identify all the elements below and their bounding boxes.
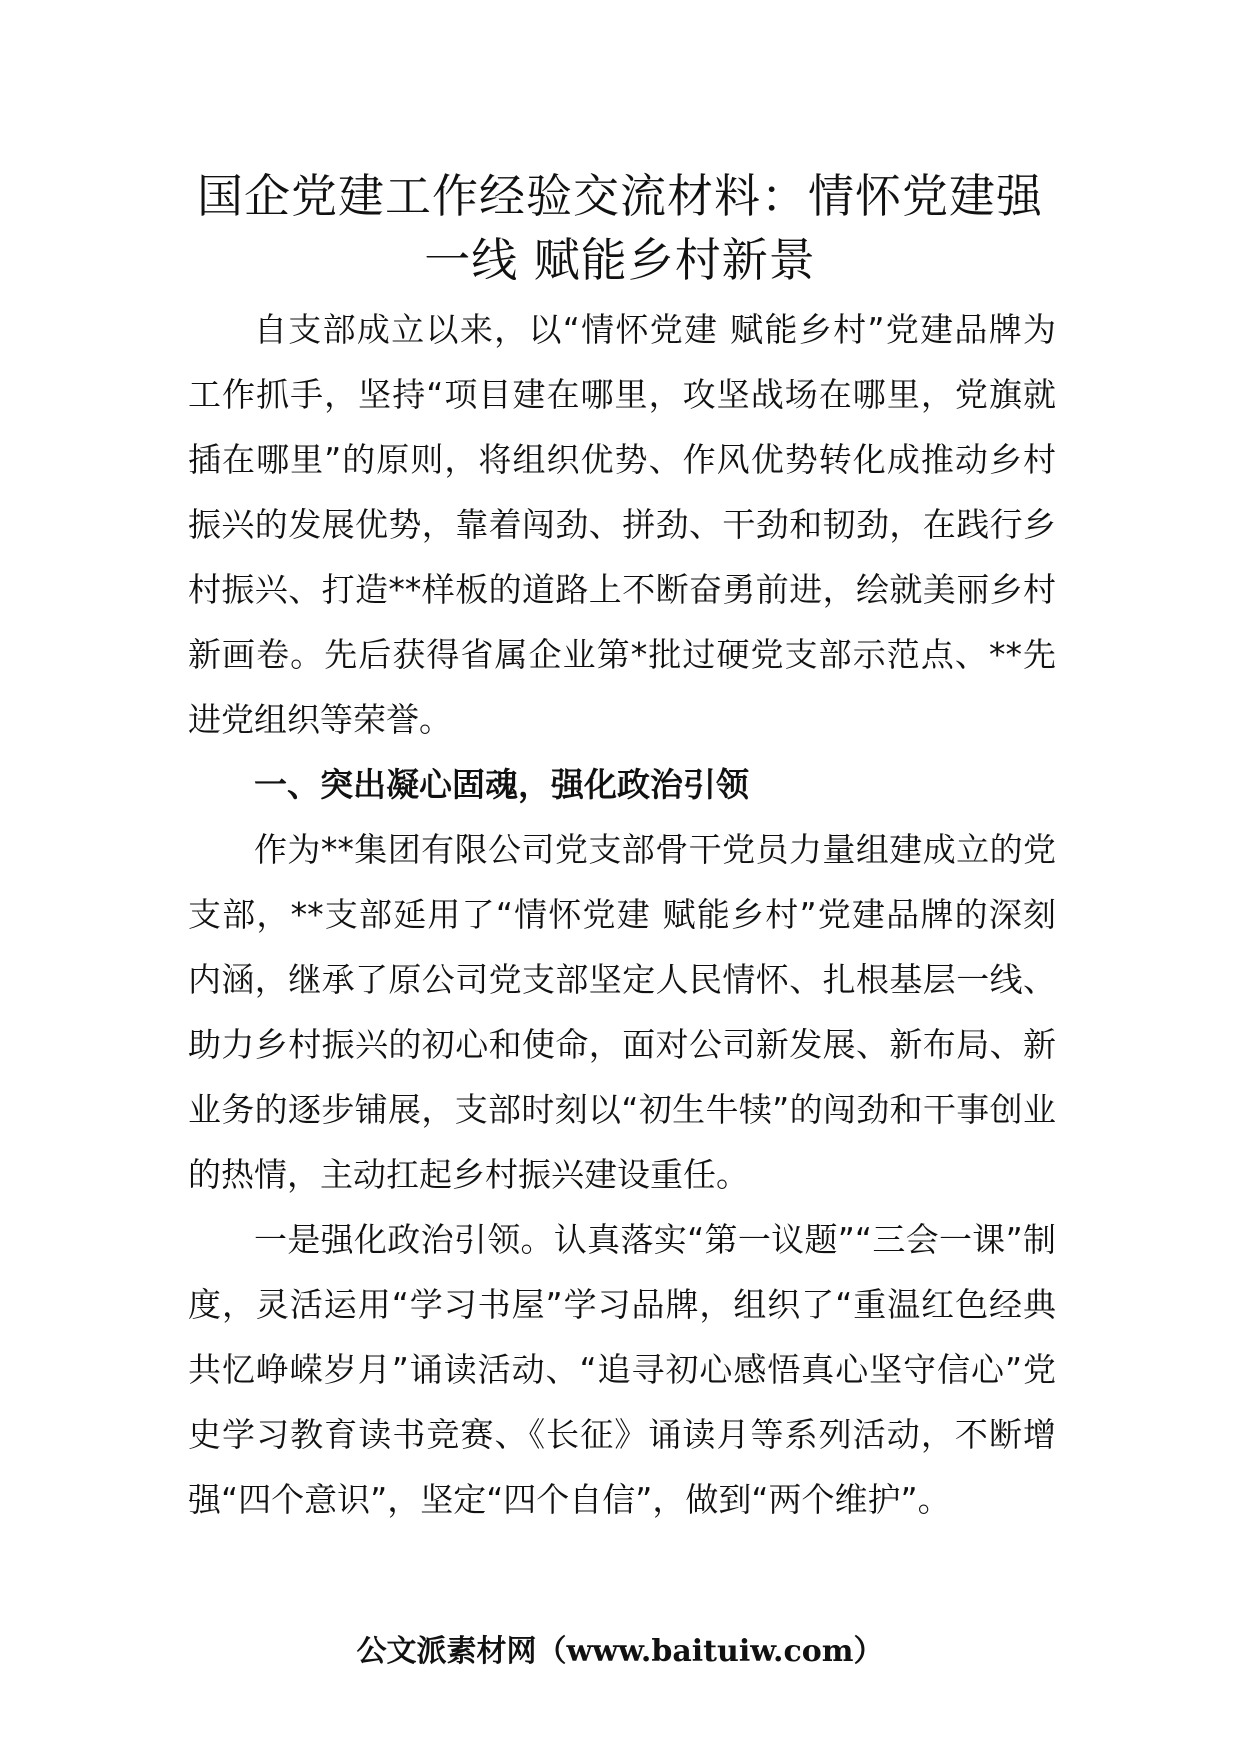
- document-body: [188, 297, 1056, 1532]
- title-line-2: 一线 赋能乡村新景: [424, 233, 816, 287]
- section-paragraph: 作为**集团有限公司党支部骨干党员力量组建成立的党支部，**支部延用了“情怀党建 赋能乡村”党建品牌的深刻内涵，继承了原公司党支部坚定人民情怀、扎根基层一线、助力乡村振兴的初心和使命，面对公司新发展、新布局、新业务的逐步铺展，支部时刻以“初生牛犊”的闯劲和干事创业的热情，主动扛起乡村振兴建设重任。: [188, 830, 1056, 1194]
- source-footer: 公文派素材网（www.baituiw.com）: [356, 1634, 884, 1669]
- intro-paragraph: 自支部成立以来，以“情怀党建 赋能乡村”党建品牌为工作抓手，坚持“项目建在哪里，攻坚战场在哪里，党旗就插在哪里”的原则，将组织优势、作风优势转化成推动乡村振兴的发展优势，靠着闯劲、拼劲、干劲和韧劲，在践行乡村振兴、打造**样板的道路上不断奋勇前进，绘就美丽乡村新画卷。先后获得省属企业第*批过硬党支部示范点、**先进党组织等荣誉。: [188, 310, 1056, 739]
- title-line-1: 国企党建工作经验交流材料：情怀党建强: [197, 169, 1043, 223]
- document-title: [170, 164, 1070, 292]
- section-heading: 一、突出凝心固魂，强化政治引领: [254, 765, 749, 804]
- point-paragraph: 一是强化政治引领。认真落实“第一议题”“三会一课”制度，灵活运用“学习书屋”学习品牌，组织了“重温红色经典共忆峥嵘岁月”诵读活动、“追寻初心感悟真心坚守信心”党史学习教育读书竞赛、《长征》诵读月等系列活动，不断增强“四个意识”，坚定“四个自信”，做到“两个维护”。: [188, 1220, 1056, 1519]
